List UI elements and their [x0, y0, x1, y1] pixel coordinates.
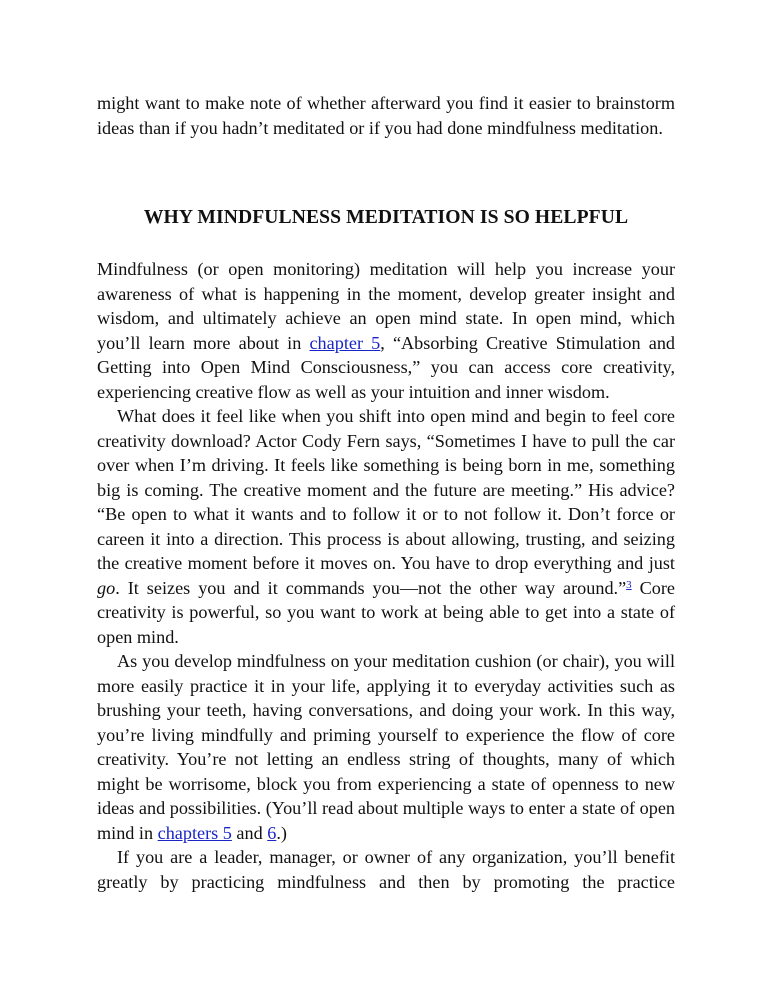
p1-text-b: , “Absorbing Creative Stimulation and Getting into Open Mind Consciousness,” you can access core creativity, experiencing creative flow as well as your intuition and inner wisdom.: [97, 332, 676, 402]
paragraph-mindfulness: [97, 257, 675, 404]
p1-text-a: Mindfulness (or open monitoring) meditation will help you increase your awareness of what is happening in the moment, develop greater insight and wisdom, and ultimately achieve an open mind state. In open mind, which you’ll learn more about in: [97, 259, 675, 353]
paragraph-open-mind: [97, 404, 675, 649]
p3-text-a: As you develop mindfulness on your meditation cushion (or chair), you will more easily practice it in your life, applying it to everyday activities such as brushing your teeth, having conversations, and doing your work. In this way, you’re living mindfully and priming yourself to experience the flow of core creativity. You’re not letting an endless string of thoughts, many of which might be worrisome, block you from experiencing a state of openness to new ideas and possibilities. (You’ll read about multiple ways to enter a state of open mind in: [97, 651, 676, 843]
intro-paragraph-block: [97, 91, 675, 140]
p2-text-a: What does it feel like when you shift into open mind and begin to feel core creativity download? Actor Cody Fern says, “Sometimes I have to pull the car over when I’m driving. It feels like something is being born in me, something big is coming. The creative moment and the future are meeting.” His advice? “Be open to what it wants and to follow it or to not follow it. Don’t force or careen it into a direction. This process is about allowing, trusting, and seizing the creative moment before it moves on. You have to drop everything and just: [97, 406, 675, 573]
p3-text-mid: and: [231, 822, 268, 843]
p3-text-b: .): [276, 822, 287, 843]
paragraph-cushion: [97, 649, 675, 845]
p2-text-b: . It seizes you and it commands you—not the other way around.”: [115, 577, 627, 598]
chapter-5-link[interactable]: chapter 5: [309, 332, 381, 353]
body-text: [97, 257, 675, 894]
intro-paragraph: might want to make note of whether afterward you find it easier to brainstorm ideas than if you hadn’t meditated or if you had done mindfulness meditation.: [97, 93, 675, 138]
chapters-5-link[interactable]: chapters 5: [157, 822, 232, 843]
chapter-6-link[interactable]: 6: [267, 822, 277, 843]
section-heading: WHY MINDFULNESS MEDITATION IS SO HELPFUL: [143, 207, 629, 228]
paragraph-leader: If you are a leader, manager, or owner of any organization, you’ll benefit greatly by practicing mindfulness and then by promoting the practice: [97, 847, 675, 892]
footnote-3-link[interactable]: 3: [626, 578, 632, 591]
p2-text-c: Core creativity is powerful, so you want to work at being able to get into a state of open mind.: [97, 577, 675, 647]
p2-emphasis: go: [97, 577, 116, 598]
